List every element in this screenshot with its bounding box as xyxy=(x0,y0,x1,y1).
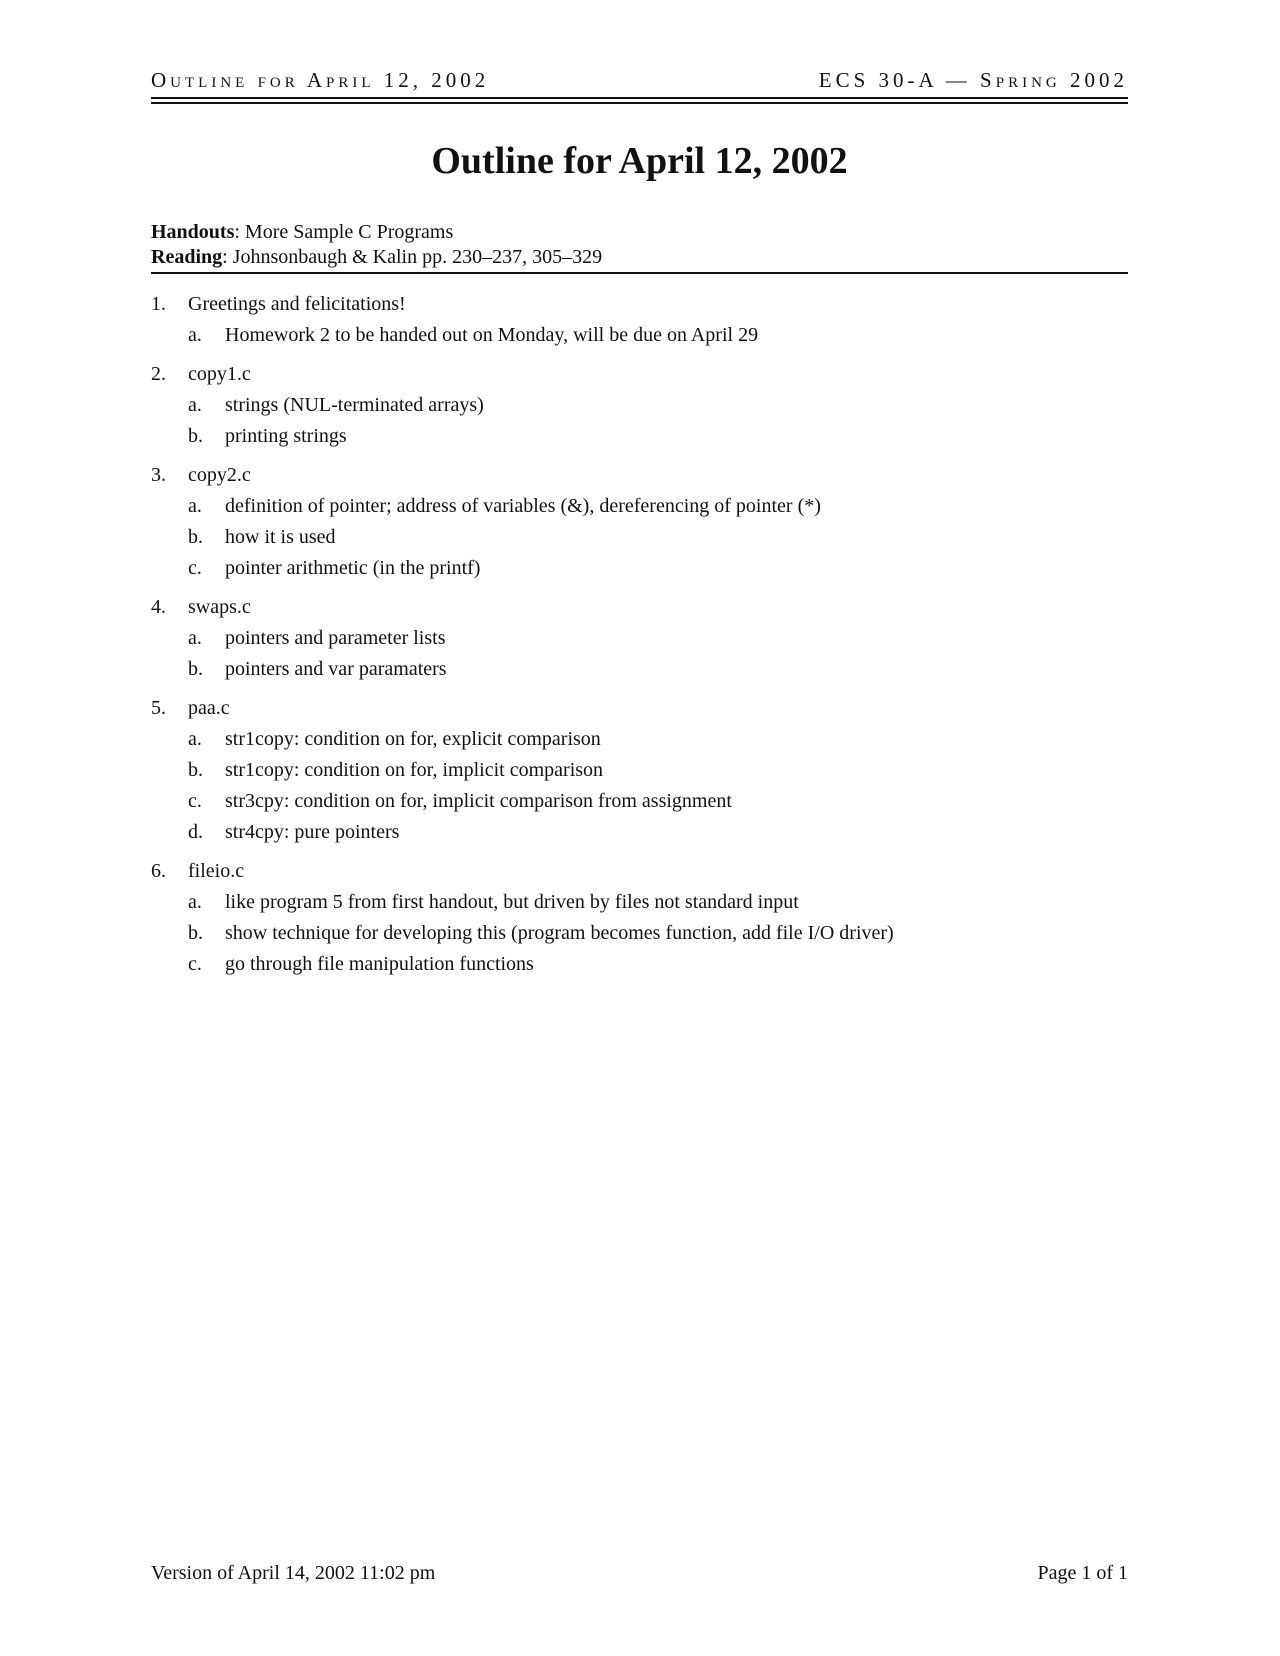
header-rule-bottom xyxy=(151,102,1128,104)
outline-subitem-text: Homework 2 to be handed out on Monday, will be due on April 29 xyxy=(225,324,759,346)
outline-item-text: paa.c xyxy=(188,697,230,719)
reading-line xyxy=(151,245,602,270)
handouts-value: : More Sample C Programs xyxy=(234,221,454,243)
outline-subitem-text: str1copy: condition on for, implicit comparison xyxy=(225,759,604,781)
outline-item-text: fileio.c xyxy=(188,860,245,882)
outline-subitem-letter: a. xyxy=(188,495,202,517)
footer-page-number: Page 1 of 1 xyxy=(1037,1562,1128,1584)
document-title: Outline for April 12, 2002 xyxy=(431,140,848,182)
outline-item-text: copy1.c xyxy=(188,363,251,385)
reading-value: : Johnsonbaugh & Kalin pp. 230–237, 305–329 xyxy=(222,246,603,268)
outline-subitem-text: how it is used xyxy=(225,526,336,548)
outline-subitem-letter: b. xyxy=(188,425,203,447)
outline-item-row xyxy=(151,362,1128,387)
outline-subitem xyxy=(151,390,1128,421)
outline-subitem-letter: b. xyxy=(188,526,203,548)
outline-subitem-text: str1copy: condition on for, explicit comparison xyxy=(225,728,601,750)
outline-subitem xyxy=(151,887,1128,918)
header-right-course: ECS 30-A — Spring 2002 xyxy=(818,68,1128,92)
outline-item-text: swaps.c xyxy=(188,596,251,618)
outline-item-number: 5. xyxy=(151,697,166,719)
outline-subitems xyxy=(151,887,1128,980)
outline-subitem-letter: b. xyxy=(188,658,203,680)
outline-subitem-letter: a. xyxy=(188,394,202,416)
handouts-line xyxy=(151,220,602,245)
outline-subitem-letter: a. xyxy=(188,627,202,649)
outline-subitem xyxy=(151,491,1128,522)
outline-subitem-text: definition of pointer; address of variables (&), dereferencing of pointer (*) xyxy=(225,495,821,517)
running-header xyxy=(151,68,1128,92)
outline-subitem-text: str4cpy: pure pointers xyxy=(225,821,400,843)
outline-subitems xyxy=(151,724,1128,848)
outline-subitem-letter: b. xyxy=(188,922,203,944)
outline-subitem-letter: a. xyxy=(188,891,202,913)
outline-item xyxy=(151,463,1128,584)
outline-subitem xyxy=(151,949,1128,980)
outline-item-row xyxy=(151,463,1128,488)
outline-item xyxy=(151,859,1128,980)
outline-item-row xyxy=(151,595,1128,620)
outline-subitem-text: str3cpy: condition on for, implicit comparison from assignment xyxy=(225,790,732,812)
outline-subitems xyxy=(151,390,1128,452)
outline-subitem-letter: c. xyxy=(188,790,202,812)
outline-subitem xyxy=(151,654,1128,685)
outline-subitem xyxy=(151,817,1128,848)
outline-item-text: Greetings and felicitations! xyxy=(188,293,406,315)
outline-item-number: 4. xyxy=(151,596,166,618)
outline-subitem xyxy=(151,755,1128,786)
outline-subitem xyxy=(151,786,1128,817)
outline-subitem-letter: d. xyxy=(188,821,203,843)
outline-item xyxy=(151,362,1128,452)
outline-subitem-text: pointers and parameter lists xyxy=(225,627,446,649)
outline-subitem-letter: c. xyxy=(188,557,202,579)
outline-subitems xyxy=(151,491,1128,584)
outline-item xyxy=(151,595,1128,685)
outline-subitem-letter: b. xyxy=(188,759,203,781)
outline-subitem xyxy=(151,421,1128,452)
outline-subitem-letter: a. xyxy=(188,324,202,346)
outline-subitem-letter: c. xyxy=(188,953,202,975)
footer-version: Version of April 14, 2002 11:02 pm xyxy=(151,1562,436,1584)
header-rule-top xyxy=(151,97,1128,99)
outline-subitem-text: pointers and var paramaters xyxy=(225,658,447,680)
outline-item-number: 2. xyxy=(151,363,166,385)
outline-item xyxy=(151,696,1128,848)
outline-item-number: 1. xyxy=(151,293,166,315)
meta-divider xyxy=(151,272,1128,274)
outline-subitem-text: pointer arithmetic (in the printf) xyxy=(225,557,481,579)
outline-subitem-text: like program 5 from first handout, but driven by files not standard input xyxy=(225,891,799,913)
outline-subitem-text: go through file manipulation functions xyxy=(225,953,534,975)
outline-subitems xyxy=(151,320,1128,351)
outline-subitem xyxy=(151,553,1128,584)
outline-subitem-text: show technique for developing this (program becomes function, add file I/O driver) xyxy=(225,922,894,944)
outline-subitem xyxy=(151,522,1128,553)
outline-subitem-letter: a. xyxy=(188,728,202,750)
outline-item-number: 6. xyxy=(151,860,166,882)
outline-item xyxy=(151,292,1128,351)
outline-item-text: copy2.c xyxy=(188,464,251,486)
reading-label: Reading xyxy=(151,246,223,268)
outline-subitems xyxy=(151,623,1128,685)
handout-reading-block xyxy=(151,220,602,270)
outline-subitem xyxy=(151,918,1128,949)
outline-list xyxy=(151,292,1128,991)
outline-subitem-text: strings (NUL-terminated arrays) xyxy=(225,394,484,416)
handouts-label: Handouts xyxy=(151,221,235,243)
outline-subitem xyxy=(151,724,1128,755)
outline-item-row xyxy=(151,292,1128,317)
outline-subitem xyxy=(151,623,1128,654)
outline-subitem xyxy=(151,320,1128,351)
header-left-title: Outline for April 12, 2002 xyxy=(151,68,490,92)
outline-item-row xyxy=(151,859,1128,884)
outline-item-number: 3. xyxy=(151,464,166,486)
outline-item-row xyxy=(151,696,1128,721)
outline-subitem-text: printing strings xyxy=(225,425,347,447)
